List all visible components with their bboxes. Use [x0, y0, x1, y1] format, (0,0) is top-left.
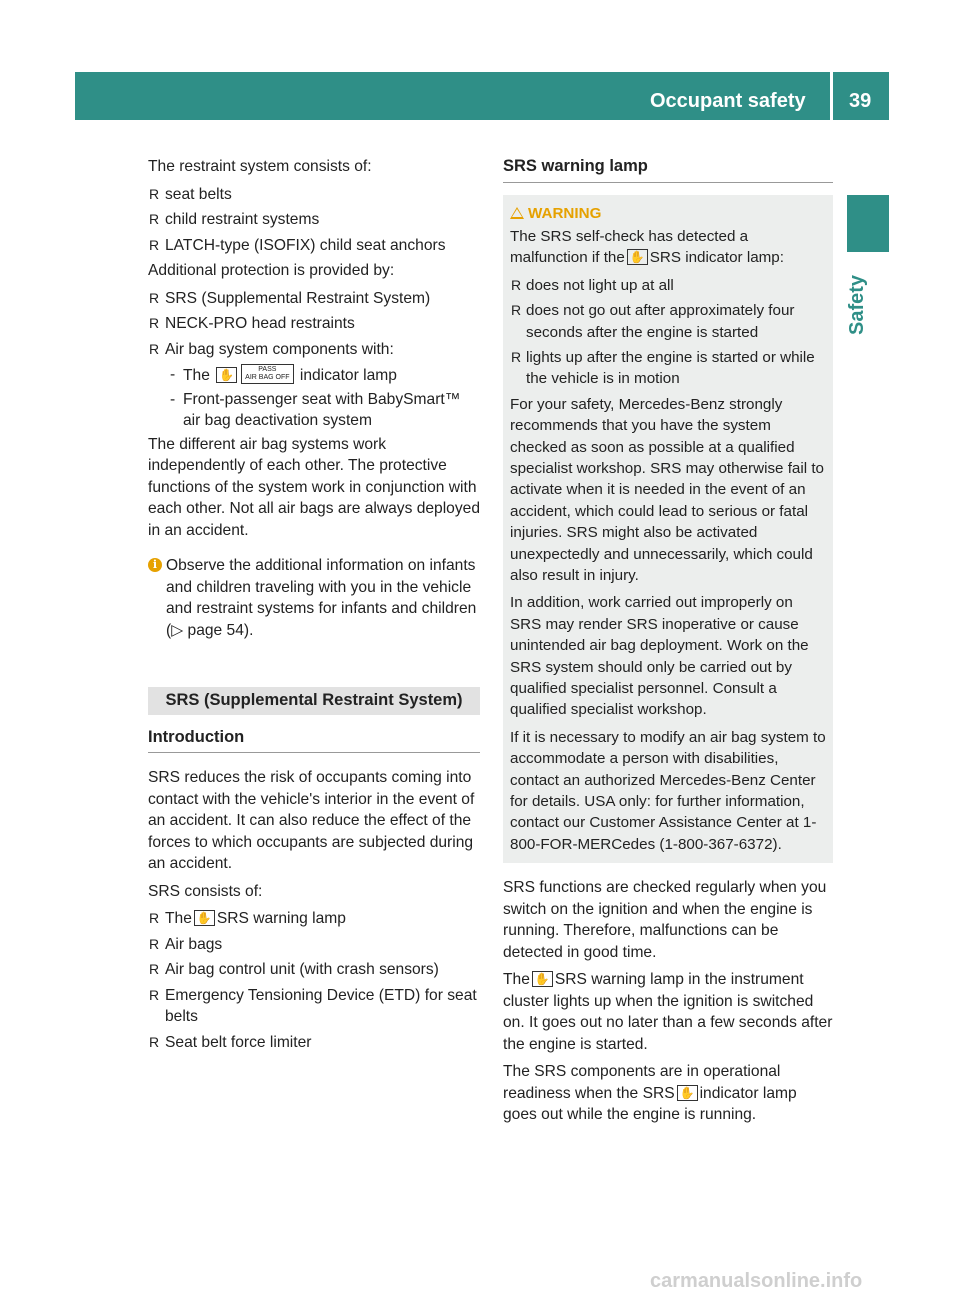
- list-item: R LATCH-type (ISOFIX) child seat anchors: [148, 235, 480, 257]
- section-heading: SRS (Supplemental Restraint System): [148, 687, 480, 715]
- srs-icon: ✋: [677, 1085, 698, 1101]
- srs-lamp-paragraph: The ✋ SRS warning lamp in the instrument cluster lights up when the ignition is switched on. It goes out no later than a few seconds after the engine is started.: [503, 971, 833, 1053]
- warning-title: WARNING: [510, 203, 826, 224]
- pass-airbag-off-icon: PASS AIR BAG OFF: [241, 364, 293, 384]
- list-item: R does not go out after approximately four seconds after the engine is started: [510, 300, 826, 343]
- list-item: R seat belts: [148, 184, 480, 206]
- srs-intro-paragraph: SRS reduces the risk of occupants coming into contact with the vehicle's interior in the event of an accident. It can also reduce the effect of the forces to which occupants are subjected during an accident.: [148, 769, 475, 872]
- srs-check-paragraph: SRS functions are checked regularly when you switch on the ignition and when the engine is running. Therefore, malfunctions can be detected in good time.: [503, 879, 827, 961]
- srs-warning-lamp-heading: SRS warning lamp: [503, 156, 833, 183]
- left-column: [148, 156, 480, 1057]
- watermark: carmanualsonline.info: [650, 1270, 863, 1292]
- srs-icon: ✋: [532, 971, 553, 987]
- sub-list-item: - Front-passenger seat with BabySmart™ air bag deactivation system: [148, 389, 480, 432]
- warning-paragraph: If it is necessary to modify an air bag system to accommodate a person with disabilities, contact an authorized Mercedes-Benz Center for details. USA only: for further information, contact our Customer Assistance Center at 1-800-FOR-MERCedes (1-800-367-6372).: [510, 728, 826, 853]
- warning-triangle-icon: [510, 207, 524, 219]
- subsection-heading: Introduction: [148, 727, 480, 754]
- page-number: 39: [849, 90, 872, 112]
- info-icon: i: [148, 558, 162, 572]
- right-column: [503, 156, 833, 1132]
- list-item: R lights up after the engine is started or while the vehicle is in motion: [510, 347, 826, 390]
- list-item: R does not light up at all: [510, 275, 826, 296]
- srs-icon: ✋: [627, 249, 648, 265]
- restraint-intro: The restraint system consists of:: [148, 158, 372, 175]
- list-item: R child restraint systems: [148, 209, 480, 231]
- list-item: R Air bag system components with:: [148, 339, 480, 361]
- list-item: R The ✋ SRS warning lamp: [148, 908, 480, 930]
- section-tab-marker: [847, 195, 889, 252]
- list-item: R Seat belt force limiter: [148, 1032, 480, 1054]
- sub-list-item: - The ✋ PASS AIR BAG OFF indicator lamp: [148, 364, 480, 387]
- srs-consists: SRS consists of:: [148, 882, 263, 900]
- airbag-systems-paragraph: The different air bag systems work independently of each other. The protective functions of the system work in conjunction with each other. Not all air bags are always deployed in an accident.: [148, 435, 480, 539]
- warning-box: [503, 195, 833, 864]
- info-note: i Observe the additional information on infants and children traveling with you in the vehicle and restraint systems for infants and children (▷ page 54).: [148, 555, 480, 641]
- warning-intro: The SRS self-check has detected a malfunction if the ✋ SRS indicator lamp:: [510, 227, 784, 267]
- list-item: R NECK-PRO head restraints: [148, 313, 480, 335]
- section-label: Safety: [846, 274, 868, 335]
- additional-protection: Additional protection is provided by:: [148, 262, 395, 279]
- list-item: R SRS (Supplemental Restraint System): [148, 288, 480, 310]
- page-title: Occupant safety: [650, 90, 806, 112]
- srs-icon: ✋: [194, 910, 215, 926]
- warning-paragraph: In addition, work carried out improperly on SRS may render SRS inoperative or cause unintended air bag deployment. Work on the SRS system should only be carried out by qualified specialist personnel. Consult a qualified specialist workshop.: [510, 594, 809, 719]
- srs-icon: ✋: [216, 367, 237, 383]
- header-divider: [830, 72, 833, 120]
- list-item: R Air bag control unit (with crash sensors): [148, 959, 480, 981]
- list-item: R Emergency Tensioning Device (ETD) for seat belts: [148, 985, 480, 1028]
- list-item: R Air bags: [148, 934, 480, 956]
- warning-paragraph: For your safety, Mercedes-Benz strongly recommends that you have the system checked as soon as possible at a qualified specialist workshop. SRS may otherwise fail to activate when it is needed in the event of an accident, which could lead to serious or fatal injuries. SRS might also be activated unexpectedly and unnecessarily, which could also result in injury.: [510, 395, 824, 584]
- srs-readiness-paragraph: The SRS components are in operational readiness when the SRS ✋ indicator lamp goes out while the engine is running.: [503, 1063, 797, 1124]
